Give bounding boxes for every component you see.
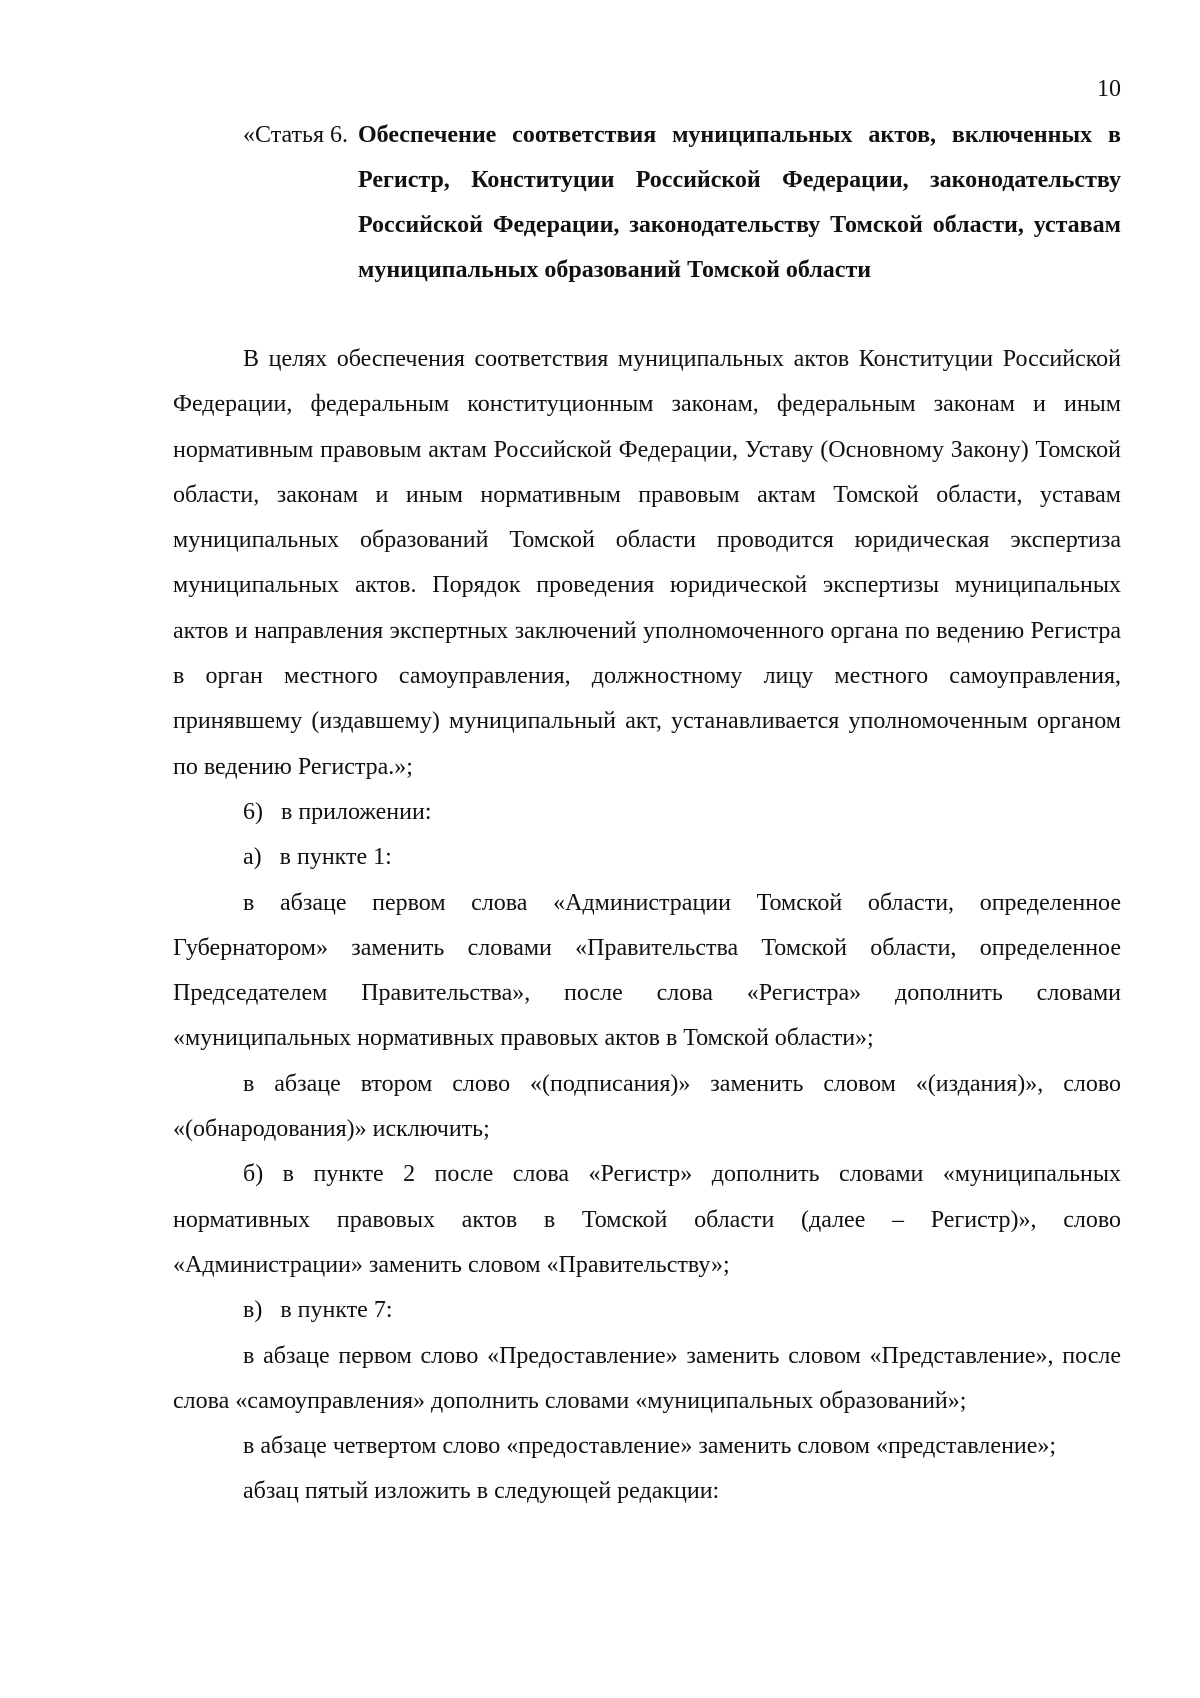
article-number: «Статья 6. [243, 122, 348, 148]
paragraph-first-abzac-p7: в абзаце первом слово «Предоставление» заменить словом «Представление», после слова «самоуправления» дополнить словами «муниципальных образований»; [173, 1342, 1121, 1414]
paragraph-fourth-abzac-p7: в абзаце четвертом слово «предоставление» заменить словом «представление»; [243, 1433, 1057, 1460]
document-body [173, 337, 1121, 1515]
paragraph-first-abzac: в абзаце первом слова «Администрации Томской области, определенное Губернатором» заменить словами «Правительства Томской области, определенное Председателем Правительства», после слова «Регистра» дополнить словами «муниципальных нормативных правовых актов в Томской области»; [173, 889, 1121, 1052]
list-item-v: в) в пункте 7: [243, 1297, 393, 1324]
article-title: Обеспечение соответствия муниципальных актов, включенных в Регистр, Конституции Российской Федерации, законодательству Российской Федерации, законодательству Томской области, уставам муниципальных образований Томской области [357, 122, 1121, 283]
article-heading [243, 113, 1121, 293]
list-item-b: б) в пункте 2 после слова «Регистр» дополнить словами «муниципальных нормативных правовых актов в Томской области (далее – Регистр)», слово «Администрации» заменить словом «Правительству»; [173, 1161, 1121, 1278]
paragraph-second-abzac: в абзаце втором слово «(подписания)» заменить словом «(издания)», слово «(обнародования)» исключить; [173, 1070, 1121, 1143]
paragraph-legal-expertise: В целях обеспечения соответствия муниципальных актов Конституции Российской Федерации, федеральным конституционным законам, федеральным законам и иным нормативным правовым актам Российской Федерации, Уставу (Основному Закону) Томской области, законам и иным нормативным правовым актам Томской области, уставам муниципальных образований Томской области проводится юридическая экспертиза муниципальных актов. Порядок проведения юридической экспертизы муниципальных актов и направления экспертных заключений уполномоченного органа по ведению Регистра в орган местного самоуправления, должностному лицу местного самоуправления, принявшему (издавшему) муниципальный акт, устанавливается уполномоченным органом по ведению Регистра.»; [173, 346, 1121, 780]
paragraph-fifth-abzac-p7: абзац пятый изложить в следующей редакции: [243, 1478, 720, 1505]
page-number: 10 [1097, 76, 1121, 102]
list-item-6: 6) в приложении: [243, 798, 432, 825]
list-item-a: а) в пункте 1: [243, 844, 392, 871]
